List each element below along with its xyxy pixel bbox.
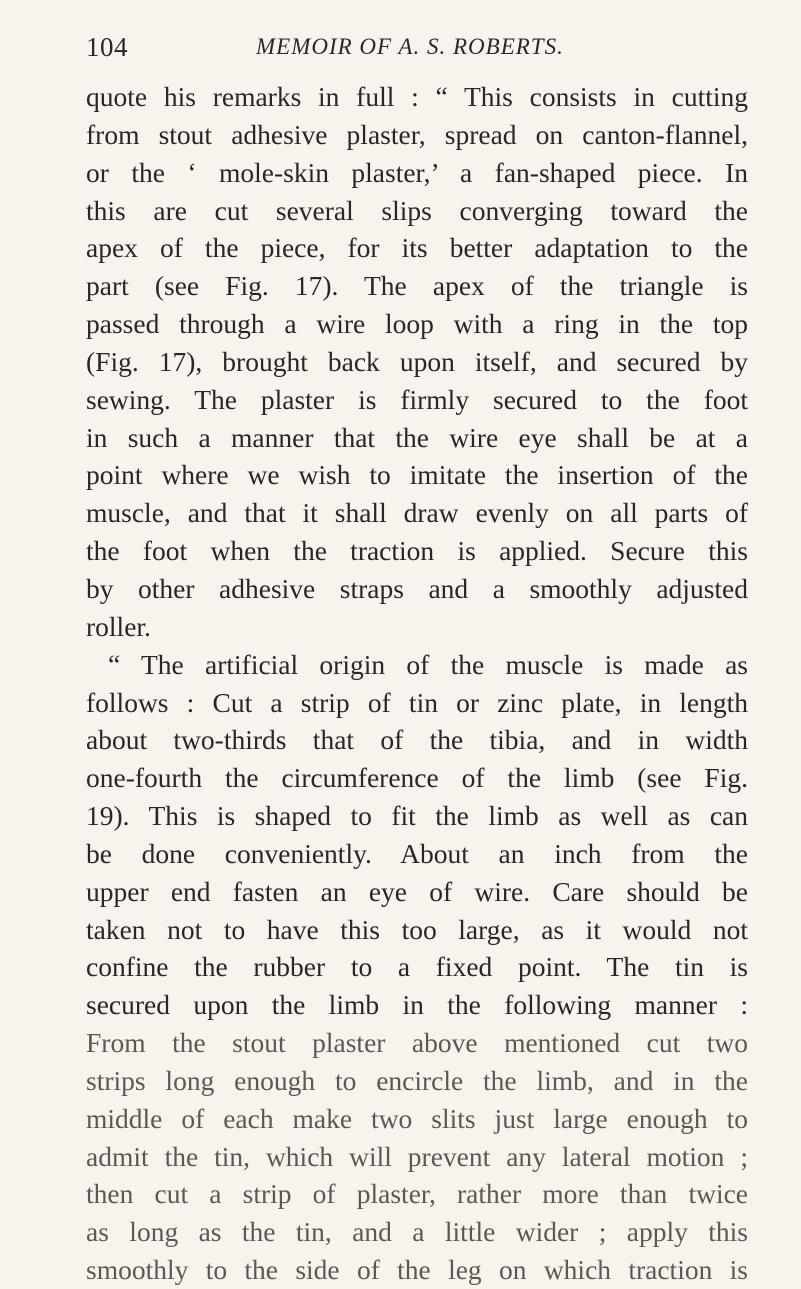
text-line: “ The artificial origin of the muscle is made as [108, 648, 748, 680]
text-line: then cut a strip of plaster, rather more than twice [86, 1178, 748, 1210]
page-number: 104 [86, 32, 128, 62]
text-line: (Fig. 17), brought back upon itself, and secured by [86, 345, 748, 377]
text-line: smoothly to the side of the leg on which traction is [86, 1254, 748, 1286]
text-line: about two-thirds that of the tibia, and in width [86, 724, 748, 756]
text-line: taken not to have this too large, as it would not [86, 913, 748, 945]
text-line: one-fourth the circumference of the limb (see Fig. [86, 762, 748, 794]
text-line: follows : Cut a strip of tin or zinc plate, in length [86, 686, 748, 718]
text-line: secured upon the limb in the following manner : [86, 989, 748, 1021]
text-line: 19). This is shaped to fit the limb as well as can [86, 800, 748, 832]
running-head [86, 32, 746, 62]
text-line: this are cut several slips converging toward the [86, 194, 748, 226]
text-line: in such a manner that the wire eye shall be at a [86, 421, 748, 453]
text-line: or the ‘ mole-skin plaster,’ a fan-shaped piece. In [86, 156, 748, 188]
body-text [86, 78, 748, 1289]
text-line: sewing. The plaster is firmly secured to the foot [86, 383, 748, 415]
text-line: quote his remarks in full : “ This consists in cutting [86, 81, 748, 112]
text-line: part (see Fig. 17). The apex of the triangle is [86, 270, 748, 302]
text-line: from stout adhesive plaster, spread on canton-flannel, [86, 118, 748, 150]
text-line: muscle, and that it shall draw evenly on all parts of [86, 497, 748, 529]
text-line: upper end fasten an eye of wire. Care should be [86, 875, 748, 907]
text-line: the foot when the traction is applied. Secure this [86, 535, 748, 567]
text-line: as long as the tin, and a little wider ; apply this [86, 1216, 748, 1248]
text-line: strips long enough to encircle the limb, and in the [86, 1064, 748, 1096]
text-line: passed through a wire loop with a ring in the top [86, 308, 748, 340]
running-title: MEMOIR OF A. S. ROBERTS. [256, 34, 564, 59]
text-line: point where we wish to imitate the insertion of the [86, 459, 748, 491]
text-line: apex of the piece, for its better adaptation to the [86, 232, 748, 264]
text-line: confine the rubber to a fixed point. The tin is [86, 951, 748, 983]
text-line: be done conveniently. About an inch from the [86, 837, 748, 869]
text-line: admit the tin, which will prevent any lateral motion ; [86, 1140, 748, 1172]
text-line: From the stout plaster above mentioned cut two [86, 1027, 748, 1059]
text-line: by other adhesive straps and a smoothly adjusted [86, 572, 748, 604]
text-line: middle of each make two slits just large enough to [86, 1102, 748, 1134]
text-line: roller. [86, 610, 151, 642]
